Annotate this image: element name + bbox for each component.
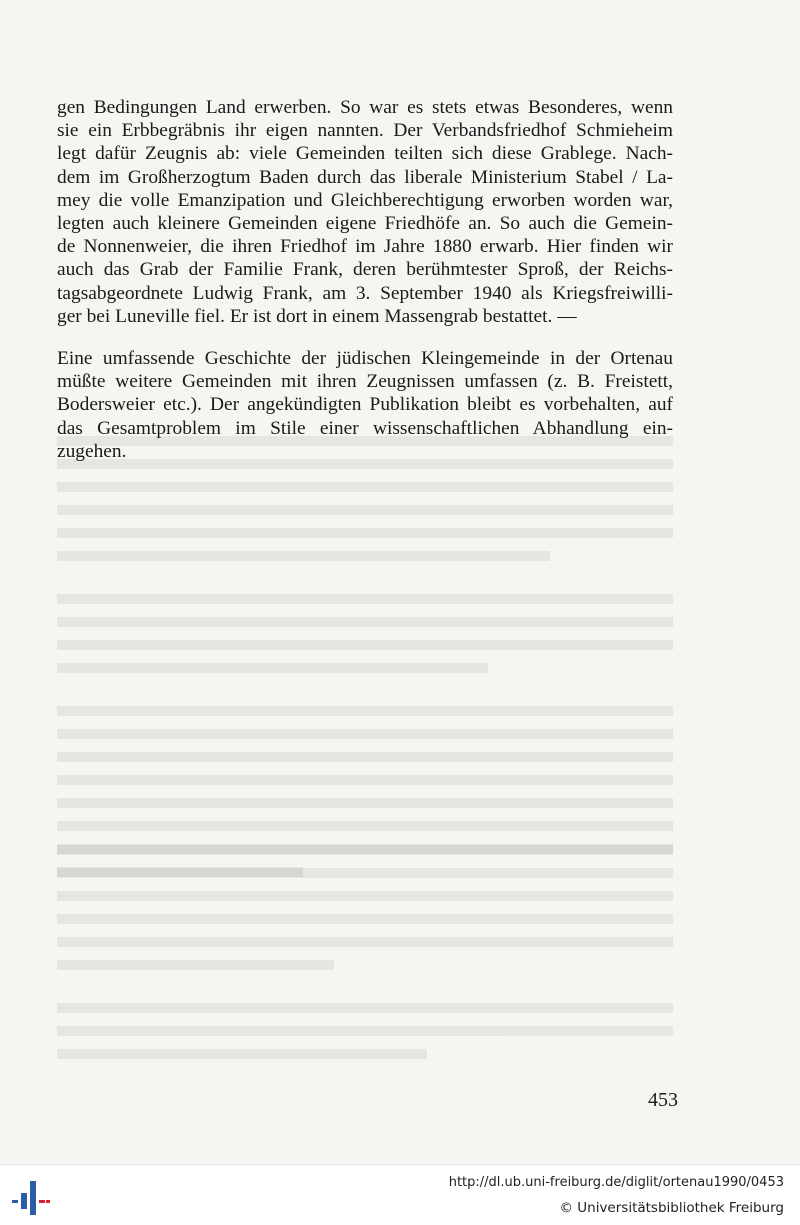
text-line: das Gesamtproblem im Stile einer wissenschaftlichen Abhandlung ein- xyxy=(57,417,673,439)
text-line: müßte weitere Gemeinden mit ihren Zeugnissen umfassen (z. B. Freistett, xyxy=(57,371,673,393)
page-number: 453 xyxy=(648,1089,678,1111)
permalink-url[interactable]: http://dl.ub.uni-freiburg.de/diglit/ortenau1990/0453 xyxy=(448,1175,784,1190)
paragraph-2 xyxy=(57,347,673,463)
text-line: auch das Grab der Familie Frank, deren berühmtester Sproß, der Reichs- xyxy=(57,259,673,281)
text-line: legten auch kleinere Gemeinden eigene Friedhöfe an. So auch die Gemein- xyxy=(57,213,673,235)
ub-freiburg-logo-icon[interactable] xyxy=(12,1179,50,1215)
text-line: de Nonnenweier, die ihren Friedhof im Jahre 1880 erwarb. Hier finden wir xyxy=(57,236,673,258)
text-line: mey die volle Emanzipation und Gleichberechtigung erworben worden war, xyxy=(57,189,673,211)
text-line: Eine umfassende Geschichte der jüdischen Kleingemeinde in der Ortenau xyxy=(57,348,673,370)
text-line: ger bei Luneville fiel. Er ist dort in einem Massengrab bestattet. — xyxy=(57,305,577,327)
text-line: gen Bedingungen Land erwerben. So war es stets etwas Besonderes, wenn xyxy=(57,97,673,118)
body-text xyxy=(57,96,673,482)
paragraph-1 xyxy=(57,96,673,328)
text-line: Bodersweier etc.). Der angekündigten Publikation bleibt es vorbehalten, auf xyxy=(57,394,673,416)
text-line: zugehen. xyxy=(57,440,127,462)
text-line: sie ein Erbbegräbnis ihr eigen nannten. Der Verbandsfriedhof Schmieheim xyxy=(57,120,673,142)
text-line: tagsabgeordnete Ludwig Frank, am 3. September 1940 als Kriegsfreiwilli- xyxy=(57,282,673,304)
copyright-notice: © Universitätsbibliothek Freiburg xyxy=(559,1200,784,1216)
bleed-through-text-lower xyxy=(57,845,673,1145)
viewer-footer xyxy=(0,1164,800,1225)
text-line: legt dafür Zeugnis ab: viele Gemeinden teilten sich diese Grablege. Nach- xyxy=(57,143,673,165)
text-line: dem im Großherzogtum Baden durch das liberale Ministerium Stabel / La- xyxy=(57,166,673,188)
